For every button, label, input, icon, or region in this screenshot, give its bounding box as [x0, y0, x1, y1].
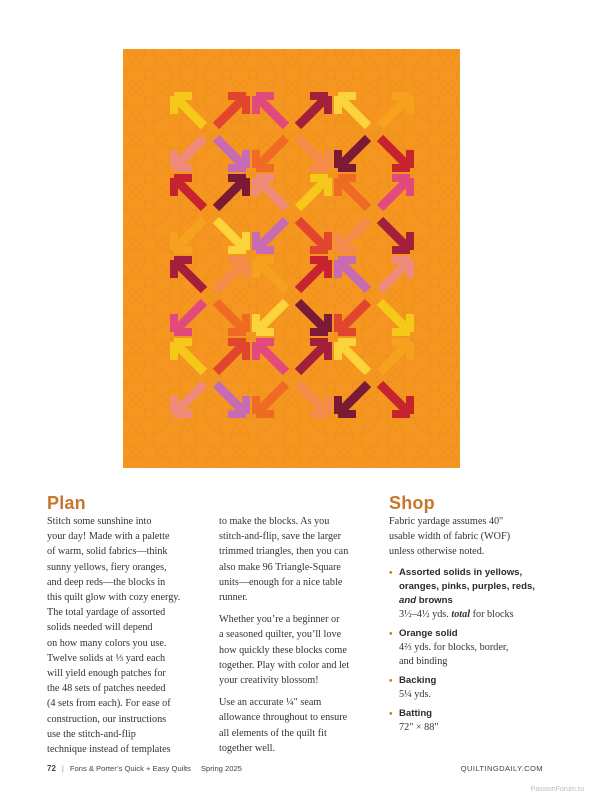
shop-item-title-text: browns — [416, 594, 453, 606]
shop-list — [389, 566, 549, 735]
plan-paragraph: Whether you’re a beginner or a seasoned quilter, you’ll love how quickly these blocks come together. Play with color and let your creativity blossom! — [219, 614, 350, 687]
shop-heading: Shop — [389, 493, 435, 513]
quilt-illustration — [123, 49, 460, 468]
plan-column-2 — [219, 514, 379, 763]
shop-item-title: Backing — [399, 674, 437, 686]
shop-item-title: Orange solid — [399, 627, 458, 639]
plan-heading: Plan — [47, 493, 86, 513]
shop-item — [389, 674, 549, 702]
bullet-icon: • — [389, 628, 393, 640]
shop-item-detail: 4⅔ yds. for blocks, border, and binding — [399, 641, 509, 667]
bullet-icon: • — [389, 708, 393, 720]
plan-paragraph: Use an accurate ¼" seam allowance throughout to ensure all elements of the quilt fit together well. — [219, 697, 348, 754]
bullet-icon: • — [389, 675, 393, 687]
shop-item-detail: 5¼ yds. — [399, 688, 431, 700]
bullet-icon: • — [389, 567, 393, 579]
shop-column — [389, 514, 549, 740]
issue-date: Spring 2025 — [200, 764, 242, 773]
shop-item — [389, 627, 549, 669]
shop-item-detail — [399, 608, 549, 622]
shop-item-detail-italic: total — [451, 608, 471, 620]
publication-name: Fons & Porter’s Quick + Easy Quilts — [69, 764, 191, 773]
quilt-photo — [123, 49, 460, 468]
shop-item — [389, 566, 549, 622]
plan-paragraph: Stitch some sunshine into your day! Made with a palette of warm, solid fabrics—think sunny yellows, fiery oranges, and deep reds—the blocks in this quilt glow with cozy energy. The total yardage of assorted solids needed will depend on how many colors you use. Twelve solids at ⅓ yard each will yield enough patches for the 48 sets of patches needed (4 sets from each). For ease of construction, our instructions use the stitch-and-flip technique instead of templates — [47, 516, 181, 756]
footer-separator: | — [61, 764, 64, 773]
shop-item — [389, 707, 549, 735]
shop-item-title: Batting — [399, 707, 433, 719]
shop-item-title-text: Assorted solids in yellows, oranges, pinks, purples, reds, — [399, 566, 535, 592]
watermark: PassionForum.ru — [530, 786, 584, 793]
shop-intro: Fabric yardage assumes 40" usable width of fabric (WOF) unless otherwise noted. — [389, 516, 511, 558]
shop-item-detail: 72" × 88" — [399, 721, 439, 733]
shop-item-detail-text: for blocks — [470, 608, 514, 620]
plan-column-1 — [47, 514, 217, 764]
shop-item-detail-text: 3½–4½ yds. — [399, 608, 452, 620]
website-url: QUILTINGDAILY.COM — [460, 764, 543, 773]
page-number: 72 — [47, 764, 56, 773]
shop-item-title-italic: and — [399, 594, 417, 606]
plan-paragraph: to make the blocks. As you stitch-and-flip, save the larger trimmed triangles, then you can also make 96 Triangle-Square units—enough for a nice table runner. — [219, 516, 349, 604]
page-footer — [47, 764, 543, 773]
shop-item-title — [399, 566, 549, 608]
